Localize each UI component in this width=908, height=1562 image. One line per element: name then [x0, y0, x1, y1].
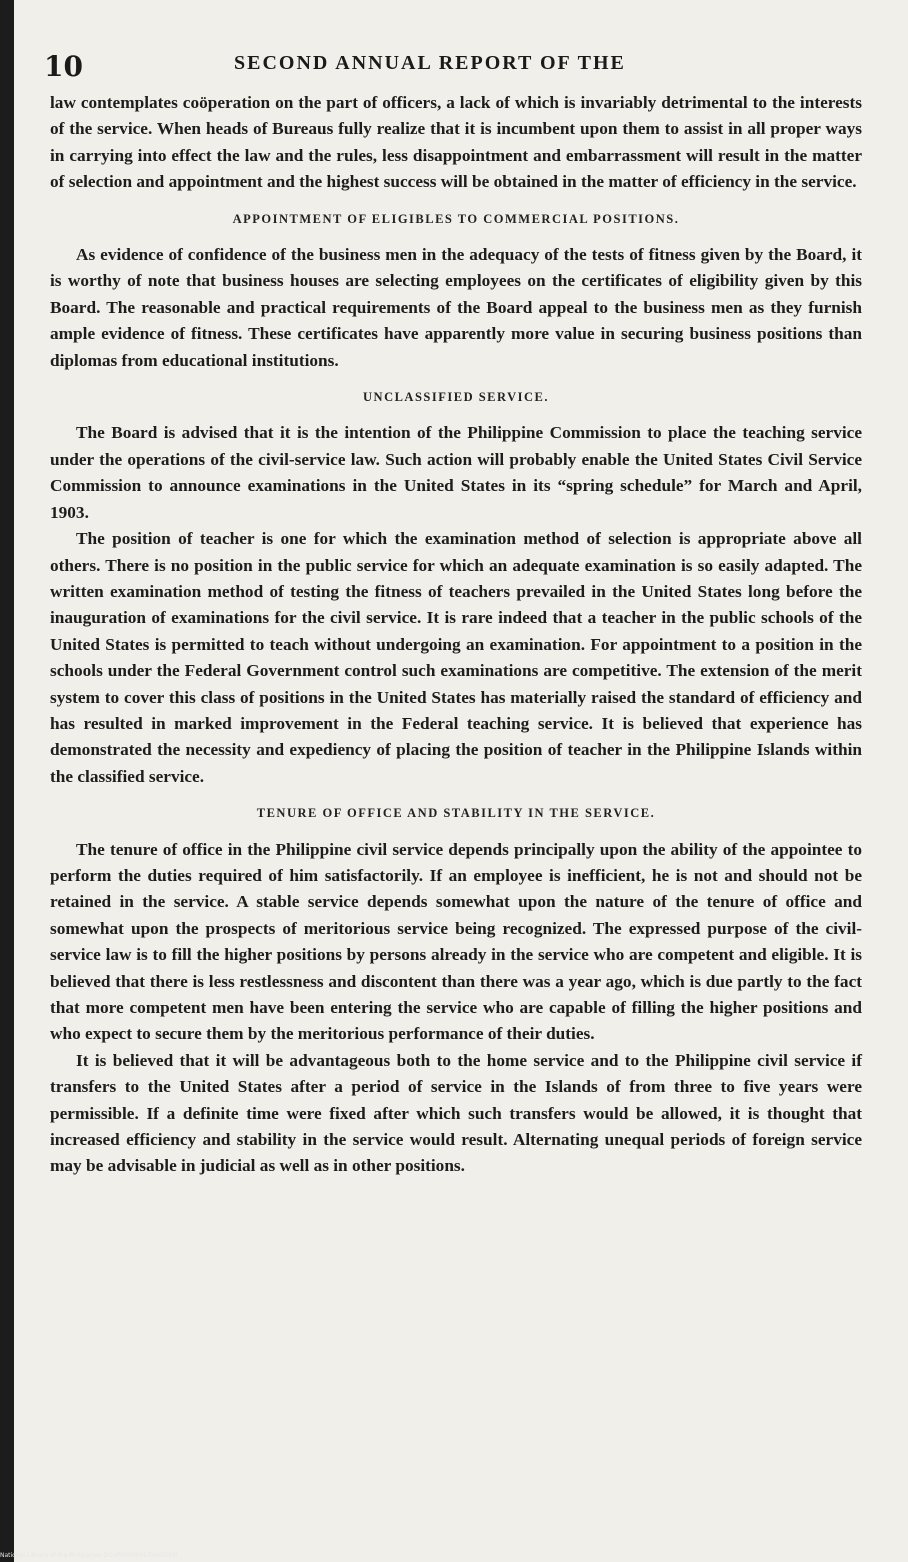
page-number: 10	[44, 50, 83, 83]
paragraph-teaching-service: The Board is advised that it is the intention of the Philippine Commission to place the teaching service under the operations of the civil-service law. Such action will probably enable the United States Civil Service Commission to announce examinations in the United States in its “spring schedule” for March and April, 1903.	[50, 423, 862, 522]
paragraph-commercial-positions: As evidence of confidence of the business men in the adequacy of the tests of fitness given by the Board, it is worthy of note that business houses are selecting employees on the certificates of eligibility given by this Board. The reasonable and practical requirements of the Board appeal to the business men as they furnish ample evidence of fitness. These certificates have apparently more value in securing business positions than diplomas from educational institutions.	[50, 245, 862, 370]
document-page	[14, 0, 908, 1562]
paragraph-teacher-examination: The position of teacher is one for which the examination method of selection is appropriate above all others. There is no position in the public service for which an adequate examination is so easily adapted. The written examination method of testing the fitness of teachers prevailed in the United States long before the inauguration of examinations for the civil service. It is rare indeed that a teacher in the public schools of the United States is permitted to teach without undergoing an examination. For appointment to a position in the schools under the Federal Government control such examinations are competitive. The extension of the merit system to cover this class of positions in the United States has materially raised the standard of efficiency and has resulted in marked improvement in the Federal teaching service. It is believed that experience has demonstrated the necessity and expediency of placing the position of teacher in the Philippine Islands within the classified service.	[50, 529, 862, 786]
scan-footer: National Library of the Philippines DO1P0000001750010l3l	[0, 1552, 178, 1559]
running-head: SECOND ANNUAL REPORT OF THE	[234, 52, 626, 74]
section-heading-commercial-positions: APPOINTMENT OF ELIGIBLES TO COMMERCIAL POSITIONS.	[232, 211, 680, 226]
paragraph-tenure: The tenure of office in the Philippine civil service depends principally upon the ability of the appointee to perform the duties required of him satisfactorily. If an employee is inefficient, he is not and should not be retained in the service. A stable service depends somewhat upon the nature of the tenure of office and somewhat upon the prospects of meritorious service being recognized. The expressed purpose of the civil-service law is to fill the higher positions by persons already in the service who are competent and eligible. It is believed that there is less restlessness and discontent than there was a year ago, which is due partly to the fact that more competent men have been entering the service who are capable of filling the higher positions and who expect to secure them by the meritorious performance of their duties.	[50, 839, 862, 1044]
paragraph-transfers: It is believed that it will be advantageous both to the home service and to the Philippine civil service if transfers to the United States after a period of service in the Islands of from three to five years were permissible. If a definite time were fixed after which such transfers would be allowed, it is thought that increased efficiency and stability in the service would result. Alternating unequal periods of foreign service may be advisable in judicial as well as in other positions.	[50, 1050, 862, 1176]
body-text	[50, 90, 862, 1180]
section-heading-unclassified-service: UNCLASSIFIED SERVICE.	[363, 390, 549, 405]
section-heading-tenure: TENURE OF OFFICE AND STABILITY IN THE SERVICE.	[256, 806, 656, 821]
paragraph-continuation: law contemplates coöperation on the part of officers, a lack of which is invariably detrimental to the interests of the service. When heads of Bureaus fully realize that it is incumbent upon them to assist in all proper ways in carrying into effect the law and the rules, less disappointment and embarrassment will result in the matter of selection and appointment and the highest success will be obtained in the matter of efficiency in the service.	[50, 93, 862, 192]
page-header	[44, 44, 868, 84]
